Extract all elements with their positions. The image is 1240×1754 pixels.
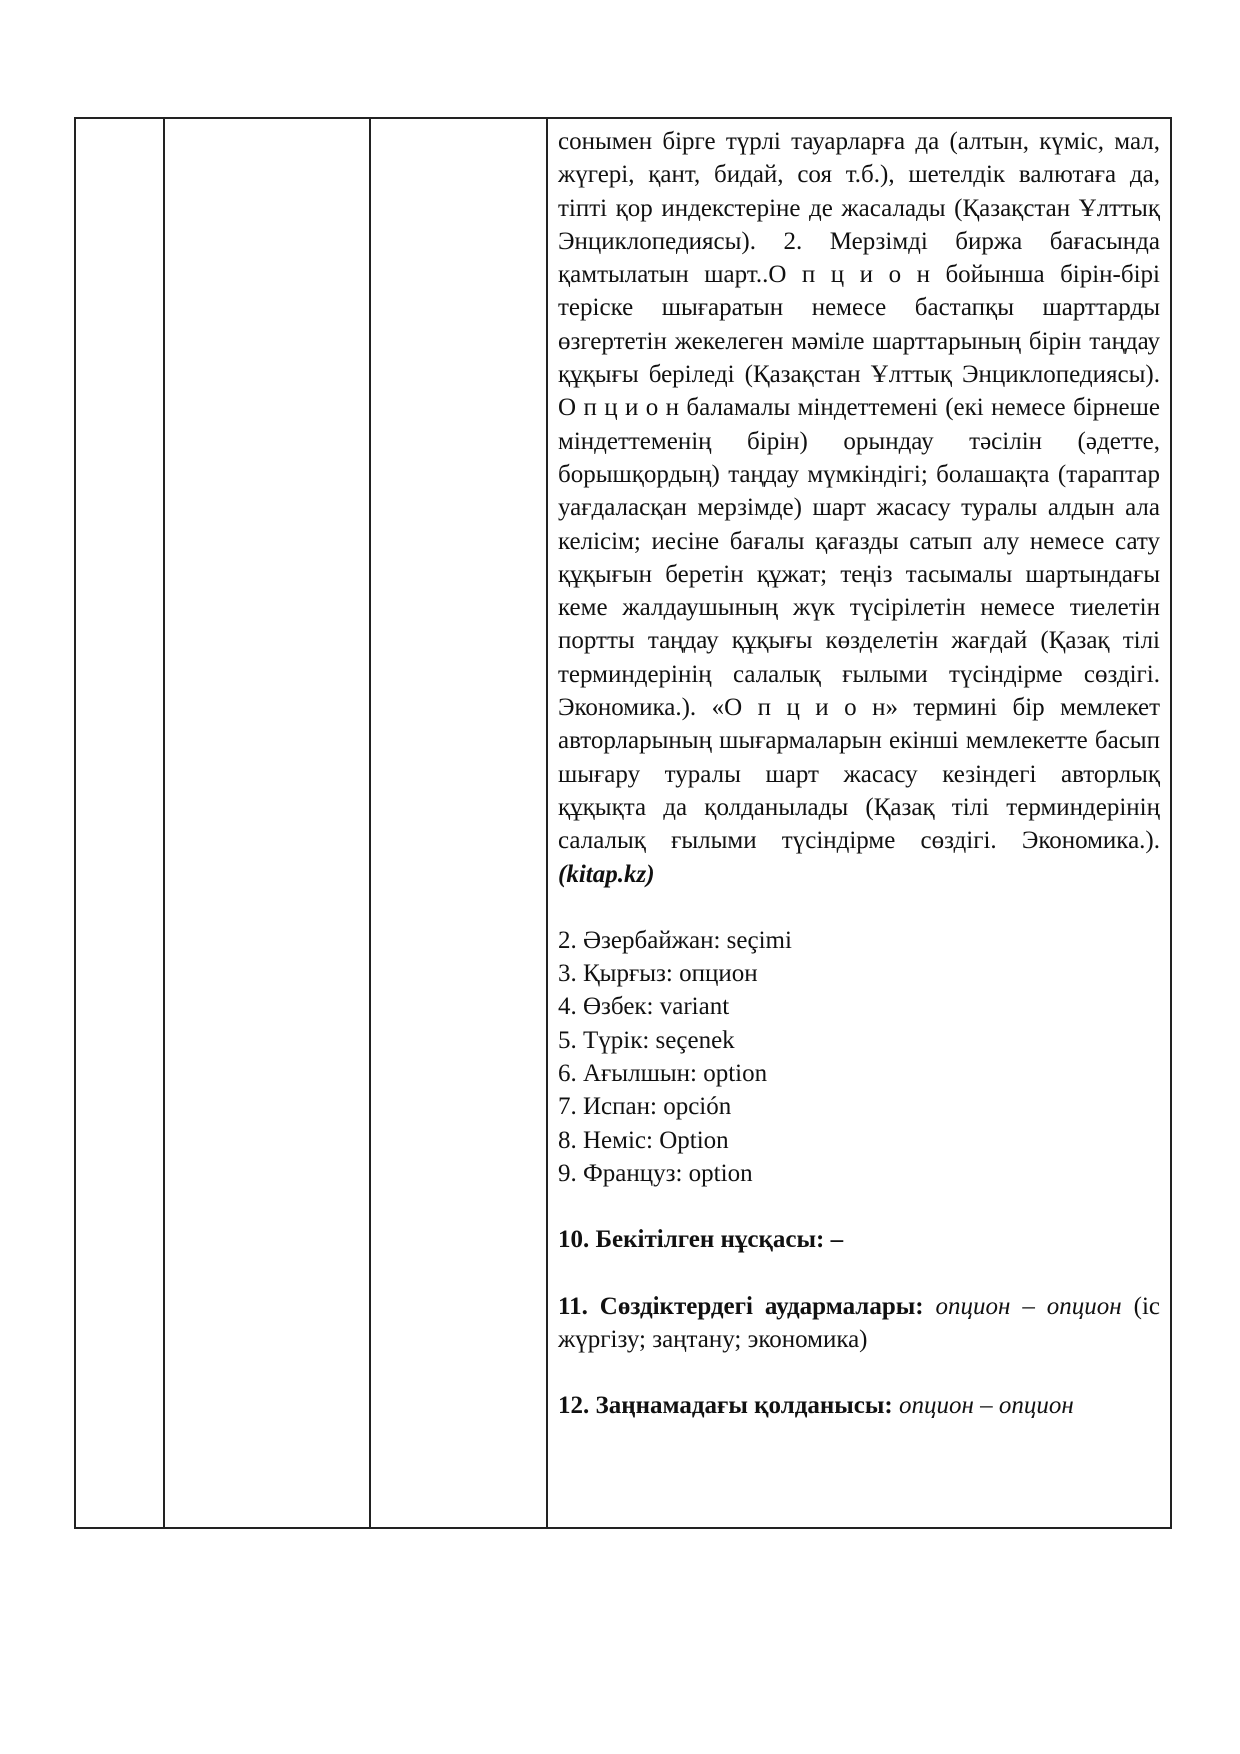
table-column-description (548, 119, 1170, 1527)
dictionary-term-b: опцион (1046, 1292, 1122, 1320)
list-item: 3. Қырғыз: опцион (558, 960, 758, 988)
dictionary-term-a: опцион (935, 1292, 1011, 1320)
terminology-table (74, 117, 1172, 1529)
table-column-category (371, 119, 548, 1527)
list-item: 9. Француз: option (558, 1159, 753, 1187)
legislation-usage-label: 12. Заңнамадағы қолданысы: (558, 1392, 893, 1420)
legislation-dash: – (973, 1392, 999, 1420)
table-column-term (165, 119, 371, 1527)
spacer (558, 1257, 1160, 1290)
list-item: 4. Өзбек: variant (558, 993, 730, 1021)
spacer (558, 1190, 1160, 1223)
spacer (558, 891, 1160, 924)
table-column-number (76, 119, 165, 1527)
legislation-term-b: опцион (998, 1392, 1074, 1420)
list-item: 5. Түрік: seçenek (558, 1026, 735, 1054)
dictionary-translations-label: 11. Сөздіктердегі аудармалары: (558, 1292, 924, 1320)
list-item: 2. Әзербайжан: seçimi (558, 926, 792, 954)
dictionary-dash: – (1010, 1292, 1047, 1320)
list-item: 7. Испан: opción (558, 1093, 732, 1121)
list-item: 8. Неміс: Option (558, 1126, 729, 1154)
spacer (558, 1356, 1160, 1389)
list-item: 6. Ағылшын: option (558, 1060, 768, 1088)
definition-paragraph (558, 125, 1160, 891)
translations-list (558, 924, 1160, 1190)
dictionary-note: (іс жүргізу; заңтану; экономика) (558, 1292, 1160, 1353)
definition-source: (kitap.kz) (558, 860, 655, 888)
definition-text: сонымен бірге түрлі тауарларға да (алтын, күміс, мал, жүгері, қант, бидай, соя т.б.), шетелдік валютаға да, тіпті қор индекстеріне де жасалады (Қазақстан Ұлттық Энциклопедиясы). 2. Мерзімді биржа бағасында қамтылатын шарт..О п ц и о н бойынша бірін-бірі теріске шығаратын немесе бастапқы шарттарды өзгертетін жекелеген мәміле шарттарының бірін таңдау құқығы беріледі (Қазақстан Ұлттық Энциклопедиясы). О п ц и о н баламалы міндеттемені (екі немесе бірнеше міндеттеменің бірін) орындау тәсілін (әдетте, борышқордың) таңдау мүмкіндігі; болашақта (тараптар уағдаласқан мерзімде) шарт жасасу туралы алдын ала келісім; иесіне бағалы қағазды сатып алу немесе сату құқығын беретін құжат; теңіз тасымалы шартындағы кеме жалдаушының жүк түсірілетін немесе тиелетін портты таңдау құқығы көзделетін жағдай (Қазақ тілі терминдерінің салалық ғылыми түсіндірме сөздігі. Экономика.). «О п ц и о н» термині бір мемлекет авторларының шығармаларын екінші мемлекетте басып шығару туралы шарт жасасу кезіндегі авторлық құқықта да қолданылады (Қазақ тілі терминдерінің салалық ғылыми түсіндірме сөздігі. Экономика.). (558, 128, 1160, 855)
dictionary-translations (558, 1290, 1160, 1357)
approved-version: 10. Бекітілген нұсқасы: – (558, 1226, 844, 1254)
legislation-usage (558, 1389, 1160, 1422)
legislation-term-a: опцион (899, 1392, 974, 1420)
